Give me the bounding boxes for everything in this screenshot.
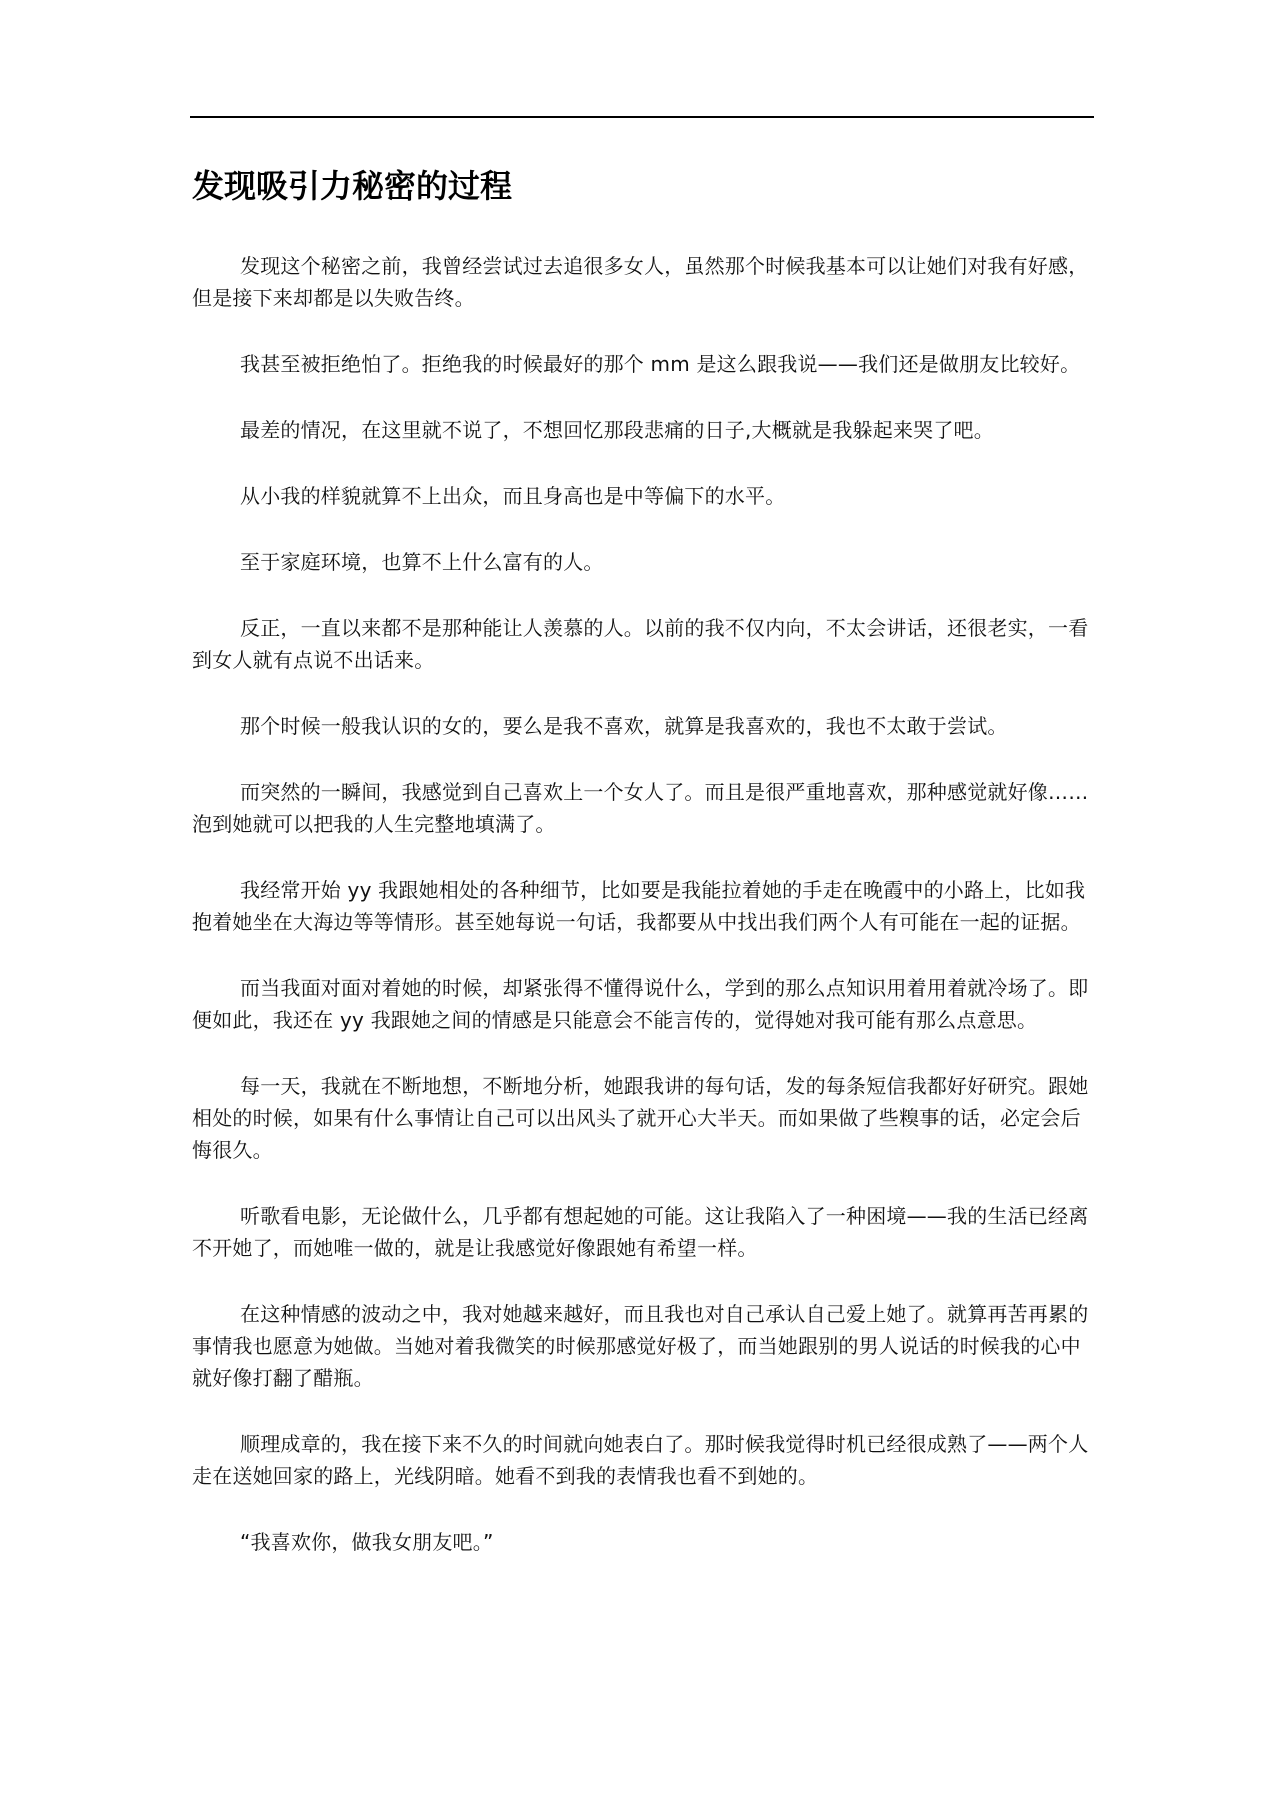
paragraph: 发现这个秘密之前，我曾经尝试过去追很多女人，虽然那个时候我基本可以让她们对我有好感，但是接下来却都是以失败告终。 xyxy=(192,254,1089,310)
header-rule xyxy=(190,116,1094,118)
document-body xyxy=(192,250,1092,1592)
paragraph: 每一天，我就在不断地想，不断地分析，她跟我讲的每句话，发的每条短信我都好好研究。跟她相处的时候，如果有什么事情让自己可以出风头了就开心大半天。而如果做了些糗事的话，必定会后悔很久。 xyxy=(192,1074,1089,1162)
paragraph: 至于家庭环境，也算不上什么富有的人。 xyxy=(240,550,604,574)
paragraph: 我甚至被拒绝怕了。拒绝我的时候最好的那个 mm 是这么跟我说——我们还是做朋友比较好。 xyxy=(240,352,1081,376)
paragraph: 从小我的样貌就算不上出众，而且身高也是中等偏下的水平。 xyxy=(240,484,786,508)
paragraph: 最差的情况，在这里就不说了，不想回忆那段悲痛的日子,大概就是我躲起来哭了吧。 xyxy=(240,418,994,442)
paragraph: 顺理成章的，我在接下来不久的时间就向她表白了。那时候我觉得时机已经很成熟了——两个人走在送她回家的路上，光线阴暗。她看不到我的表情我也看不到她的。 xyxy=(192,1432,1089,1488)
paragraph: 我经常开始 yy 我跟她相处的各种细节，比如要是我能拉着她的手走在晚霞中的小路上，比如我抱着她坐在大海边等等情形。甚至她每说一句话，我都要从中找出我们两个人有可能在一起的证据。 xyxy=(192,878,1086,934)
quoted-line: “我喜欢你，做我女朋友吧。” xyxy=(240,1530,494,1554)
paragraph: 在这种情感的波动之中，我对她越来越好，而且我也对自己承认自己爱上她了。就算再苦再累的事情我也愿意为她做。当她对着我微笑的时候那感觉好极了，而当她跟别的男人说话的时候我的心中就好像打翻了醋瓶。 xyxy=(192,1302,1089,1390)
paragraph: 反正，一直以来都不是那种能让人羡慕的人。以前的我不仅内向，不太会讲话，还很老实，一看到女人就有点说不出话来。 xyxy=(192,616,1089,672)
paragraph: 听歌看电影，无论做什么，几乎都有想起她的可能。这让我陷入了一种困境——我的生活已经离不开她了，而她唯一做的，就是让我感觉好像跟她有希望一样。 xyxy=(192,1204,1089,1260)
paragraph: 而突然的一瞬间，我感觉到自己喜欢上一个女人了。而且是很严重地喜欢，那种感觉就好像……泡到她就可以把我的人生完整地填满了。 xyxy=(192,780,1089,836)
paragraph: 而当我面对面对着她的时候，却紧张得不懂得说什么，学到的那么点知识用着用着就冷场了。即便如此，我还在 yy 我跟她之间的情感是只能意会不能言传的，觉得她对我可能有那么点意思。 xyxy=(192,976,1089,1032)
paragraph: 那个时候一般我认识的女的，要么是我不喜欢，就算是我喜欢的，我也不太敢于尝试。 xyxy=(240,714,1008,738)
document-title: 发现吸引力秘密的过程 xyxy=(192,167,513,205)
